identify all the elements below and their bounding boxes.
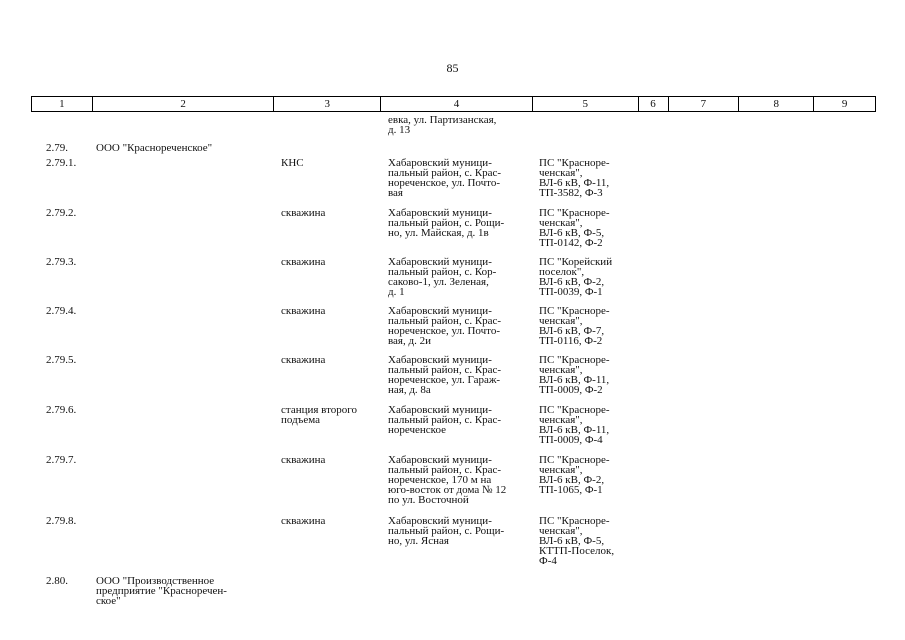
row-number: 2.79.5. — [46, 354, 77, 366]
object-type: скважина — [281, 515, 326, 527]
object-address: Хабаровский муници- пальный район, с. Рощи- но, ул. Ясная — [388, 515, 505, 547]
power-source: ПС "Красноре- ченская", ВЛ-6 кВ, Ф-5, КТТП-Поселок, Ф-4 — [539, 515, 615, 567]
header-cell: 4 — [381, 97, 533, 111]
row-number: 2.79.6. — [46, 404, 77, 416]
power-source: ПС "Красноре- ченская", ВЛ-6 кВ, Ф-5, ТП-0142, Ф-2 — [539, 207, 610, 249]
object-address: Хабаровский муници- пальный район, с. Крас- нореченское, ул. Почто- вая, д. 2и — [388, 305, 502, 347]
row-number: 2.79.2. — [46, 207, 77, 219]
header-cell: 8 — [739, 97, 814, 111]
object-type: скважина — [281, 354, 326, 366]
continued-address: евка, ул. Партизанская, д. 13 — [388, 114, 497, 136]
row-number: 2.79.4. — [46, 305, 77, 317]
organization-name: ООО "Производственное предприятие "Красноречен- ское" — [96, 575, 227, 607]
row-number: 2.80. — [46, 575, 68, 587]
row-number: 2.79.7. — [46, 454, 77, 466]
row-number: 2.79. — [46, 142, 68, 154]
object-address: Хабаровский муници- пальный район, с. Кор- саково-1, ул. Зеленая, д. 1 — [388, 256, 497, 298]
table-header — [31, 96, 876, 112]
row-number: 2.79.1. — [46, 157, 77, 169]
object-type: скважина — [281, 454, 326, 466]
power-source: ПС "Корейский поселок", ВЛ-6 кВ, Ф-2, ТП-0039, Ф-1 — [539, 256, 613, 298]
object-address: Хабаровский муници- пальный район, с. Крас- нореченское, ул. Почто- вая — [388, 157, 502, 199]
object-type: скважина — [281, 305, 326, 317]
header-cell: 5 — [533, 97, 639, 111]
power-source: ПС "Красноре- ченская", ВЛ-6 кВ, Ф-11, ТП-0009, Ф-4 — [539, 404, 610, 446]
header-cell: 7 — [669, 97, 740, 111]
header-cell: 3 — [274, 97, 381, 111]
page-number: 85 — [446, 61, 459, 75]
row-number: 2.79.3. — [46, 256, 77, 268]
organization-name: ООО "Краснореченское" — [96, 142, 213, 154]
object-type: скважина — [281, 207, 326, 219]
object-address: Хабаровский муници- пальный район, с. Крас- нореченское, 170 м на юго-восток от дома № 12 по ул. Восточной — [388, 454, 507, 506]
power-source: ПС "Красноре- ченская", ВЛ-6 кВ, Ф-2, ТП-1065, Ф-1 — [539, 454, 610, 496]
object-address: Хабаровский муници- пальный район, с. Крас- нореченское — [388, 404, 502, 436]
header-cell: 1 — [32, 97, 93, 111]
header-cell: 9 — [841, 98, 848, 110]
power-source: ПС "Красноре- ченская", ВЛ-6 кВ, Ф-11, ТП-0009, Ф-2 — [539, 354, 610, 396]
object-type: КНС — [281, 157, 304, 169]
object-type: станция второго подъема — [281, 404, 357, 426]
object-address: Хабаровский муници- пальный район, с. Крас- нореченское, ул. Гараж- ная, д. 8а — [388, 354, 502, 396]
header-cell: 2 — [93, 97, 275, 111]
header-cell: 6 — [639, 97, 669, 111]
power-source: ПС "Краснорe- ченская", ВЛ-6 кВ, Ф-11, ТП-3582, Ф-3 — [539, 157, 610, 199]
row-number: 2.79.8. — [46, 515, 77, 527]
object-address: Хабаровский муници- пальный район, с. Рощи- но, ул. Майская, д. 1в — [388, 207, 505, 239]
power-source: ПС "Красноре- ченская", ВЛ-6 кВ, Ф-7, ТП-0116, Ф-2 — [539, 305, 610, 347]
object-type: скважина — [281, 256, 326, 268]
